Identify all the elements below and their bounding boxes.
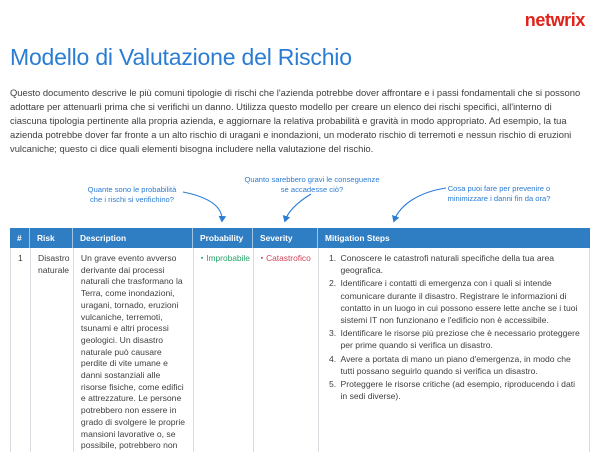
annotation-arrows <box>0 168 600 230</box>
square-bullet-icon: ▪ <box>260 255 264 262</box>
mitigation-step: 5. Proteggere le risorse critiche (ad esempio, riproducendo i dati in sedi diverse). <box>339 378 583 402</box>
intro-paragraph: Questo documento descrive le più comuni tipologie di rischi che l'azienda potrebbe dover affrontare e i passi fondamentali che si possono adottare per attenuarli prima che si verifichi un danno. Utilizza questo modello per creare un elenco dei rischi specifici, all'interno di ciascuna tipologia pertinente alla propria azienda, e aggiornare la relativa probabilità e gravità in modo appropriato. Ad esempio, la tua azienda potrebbe dover far fronte a un alto rischio di uragani e inondazioni, un moderato rischio di terremoti e nessun rischio di eruzioni vulcaniche; questo ci dice quali elementi bisogna includere nella valutazione del rischio. <box>10 87 581 154</box>
table-row <box>10 248 590 452</box>
probability-cell <box>194 248 254 452</box>
severity-badge <box>261 253 311 263</box>
column-header-num: # <box>10 228 30 248</box>
risk-table-header <box>10 228 590 248</box>
curved-arrow-icon <box>285 194 311 221</box>
severity-label: Catastrofico <box>266 253 311 263</box>
mitigation-steps-cell <box>319 248 590 452</box>
annotation-line: se accadesse ciò? <box>280 185 344 194</box>
mitigation-step: 4. Avere a portata di mano un piano d'emergenza, in modo che tutti possano seguirlo quando si verifica un disastro. <box>339 353 583 377</box>
probability-label: Improbabile <box>206 253 250 263</box>
column-header-severity: Severity <box>253 228 318 248</box>
curved-arrow-icon <box>183 192 222 221</box>
curved-arrow-icon <box>394 188 446 221</box>
probability-badge <box>201 253 250 263</box>
annotation-line: che i rischi si verifichino? <box>90 195 174 204</box>
column-header-risk: Risk <box>30 228 73 248</box>
annotation-line: minimizzare i danni fin da ora? <box>447 194 551 203</box>
annotation-line: Cosa puoi fare per prevenire o <box>447 184 551 193</box>
column-header-description: Description <box>73 228 193 248</box>
severity-cell <box>254 248 319 452</box>
column-header-probability: Probability <box>193 228 253 248</box>
risk-name-cell: Disastro naturale <box>31 248 74 452</box>
description-cell: Un grave evento avverso derivante dai processi naturali che trasformano la Terra, come inondazioni, uragani, tornado, eruzioni vulcaniche, terremoti, tsunami e altri processi geologici. Un disastro naturale può causare perdite di vite umane e danni sostanziali alle risorse fisiche, come edifici e attrezzature. Le persone potrebbero non essere in grado di svolgere le proprie mansioni lavorative o, se possibile, potrebbero non <box>74 248 194 452</box>
mitigation-steps-list <box>339 252 583 402</box>
column-header-mitigation: Mitigation Steps <box>325 233 390 243</box>
row-number-cell: 1 <box>11 248 31 452</box>
page-title: Modello di Valutazione del Rischio <box>10 44 352 70</box>
mitigation-step: 3. Identificare le risorse più preziose che è necessario proteggere per prime quando si verifica un disastro. <box>339 327 583 351</box>
risk-table <box>10 228 590 452</box>
netwrix-logo: netwrix <box>524 10 585 30</box>
annotation-line: Quanto sarebbero gravi le conseguenze <box>244 175 380 184</box>
mitigation-step: 2. Identificare i contatti di emergenza con i quali si intende comunicare durante il disastro. Registrare le informazioni di contatto in un luogo in cui possono essere lette anche se i tuoi sistemi IT non funzionano e l'edificio non è accessibile. <box>339 277 583 326</box>
annotation-line: Quante sono le probabilità <box>87 185 177 194</box>
square-bullet-icon: ▪ <box>200 255 204 262</box>
mitigation-step: 1. Conoscere le catastrofi naturali specifiche della tua area geografica. <box>339 252 583 276</box>
